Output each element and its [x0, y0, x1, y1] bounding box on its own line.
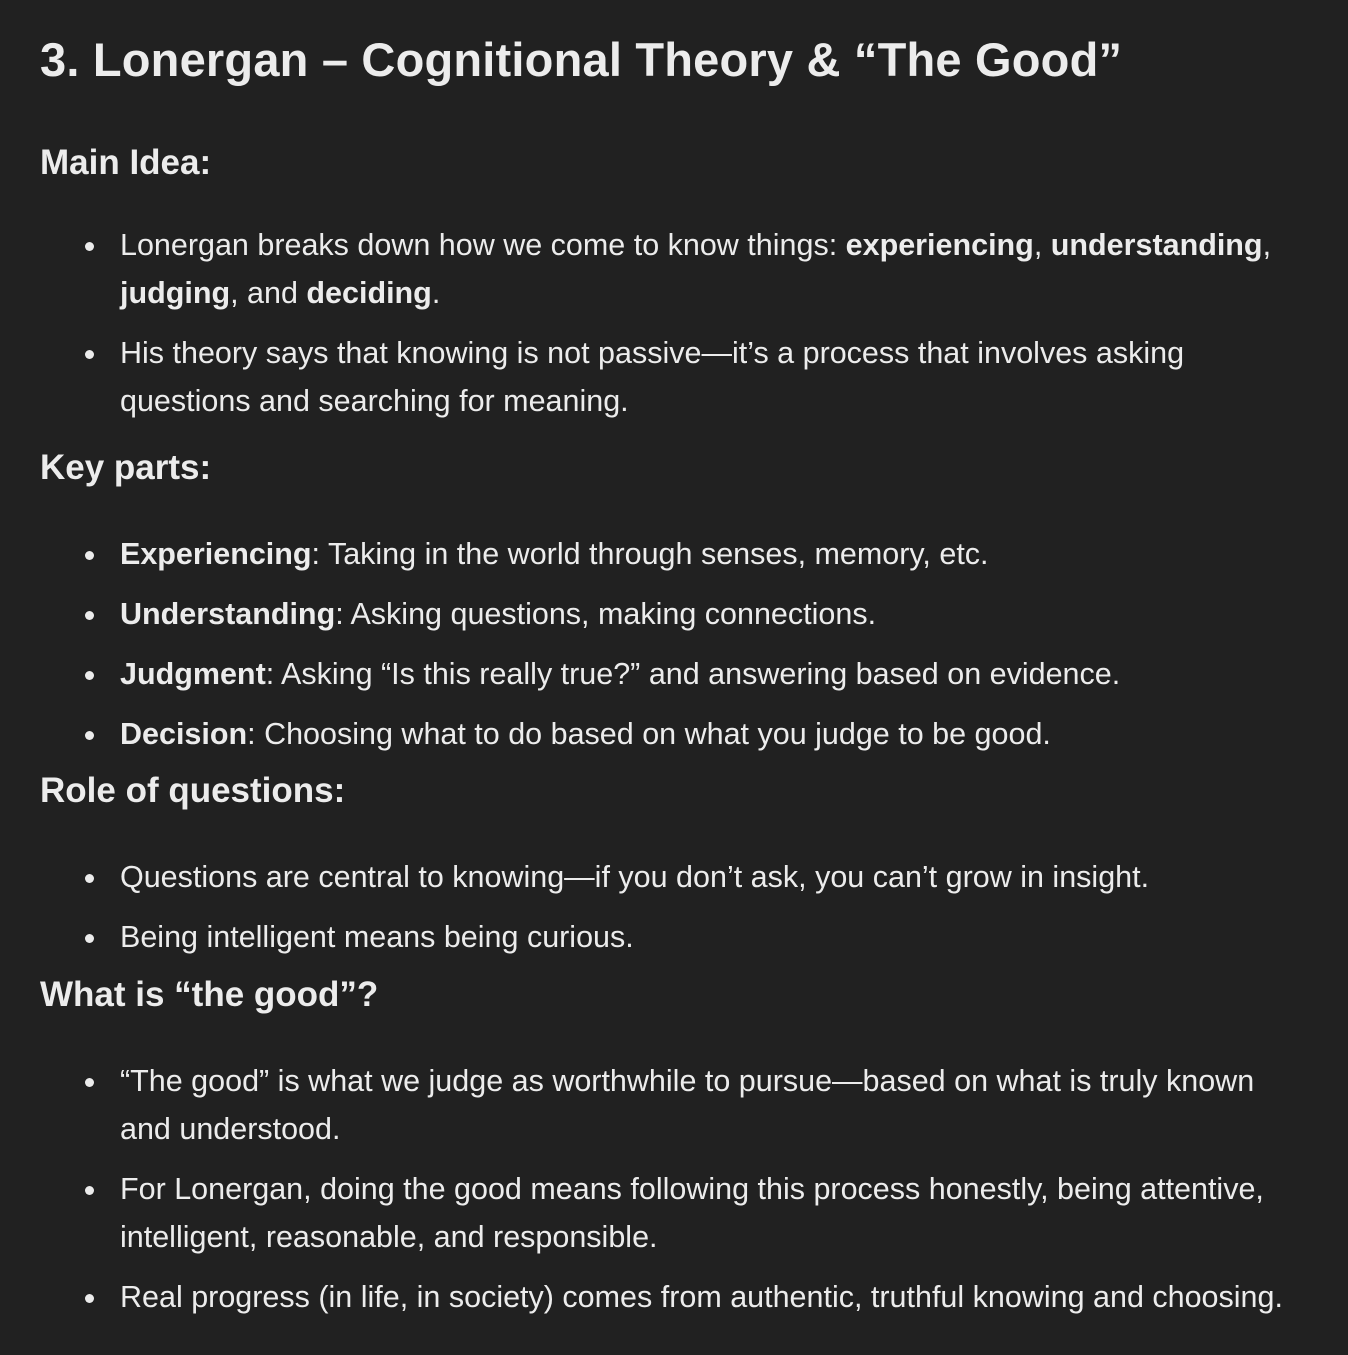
list-item-term: understanding [1050, 228, 1263, 262]
list-item-text: , and [230, 276, 307, 310]
list-item-text: Real progress (in life, in society) comes from authentic, truthful knowing and choosing. [120, 1280, 1283, 1314]
main-idea-list [40, 221, 1308, 425]
list-item-text: , [1262, 228, 1272, 262]
section-heading-main-idea: Main Idea: [40, 143, 212, 182]
list-item [120, 590, 1308, 638]
list-item-term: Judgment [120, 657, 266, 691]
list-item-text: , [1033, 228, 1051, 262]
list-item-term: deciding [306, 276, 432, 310]
list-item [120, 1165, 1308, 1261]
list-item-term: Understanding [120, 597, 336, 631]
list-item-text: His theory says that knowing is not passive—it’s a process that involves asking questions and searching for meaning. [120, 336, 1185, 418]
role-of-questions-list [40, 853, 1308, 961]
list-item [120, 710, 1308, 758]
list-item-text: Lonergan breaks down how we come to know things: [120, 228, 846, 262]
list-item-term: Experiencing [120, 537, 312, 571]
the-good-list [40, 1057, 1308, 1321]
section-heading-the-good: What is “the good”? [40, 975, 379, 1014]
list-item [120, 329, 1308, 425]
list-item-text: : Asking questions, making connections. [335, 597, 877, 631]
section-heading-key-parts: Key parts: [40, 448, 212, 487]
list-item [120, 853, 1308, 901]
list-item [120, 1057, 1308, 1153]
section-heading-role-of-questions: Role of questions: [40, 771, 346, 810]
list-item [120, 530, 1308, 578]
list-item [120, 221, 1308, 317]
list-item-text: Being intelligent means being curious. [120, 920, 634, 954]
list-item-term: Decision [120, 717, 248, 751]
list-item-text: : Choosing what to do based on what you judge to be good. [247, 717, 1051, 751]
list-item-text: For Lonergan, doing the good means following this process honestly, being attentive, intelligent, reasonable, and responsible. [120, 1172, 1264, 1254]
key-parts-list [40, 530, 1308, 758]
list-item-text: . [431, 276, 441, 310]
page-title: 3. Lonergan – Cognitional Theory & “The Good” [40, 33, 1123, 86]
list-item-text: : Taking in the world through senses, memory, etc. [311, 537, 989, 571]
list-item-term: experiencing [845, 228, 1034, 262]
list-item [120, 650, 1308, 698]
list-item [120, 913, 1308, 961]
list-item-text: : Asking “Is this really true?” and answering based on evidence. [265, 657, 1121, 691]
list-item [120, 1273, 1308, 1321]
list-item-text: “The good” is what we judge as worthwhile to pursue—based on what is truly known and understood. [120, 1064, 1255, 1146]
list-item-text: Questions are central to knowing—if you don’t ask, you can’t grow in insight. [120, 860, 1150, 894]
list-item-term: judging [120, 276, 231, 310]
